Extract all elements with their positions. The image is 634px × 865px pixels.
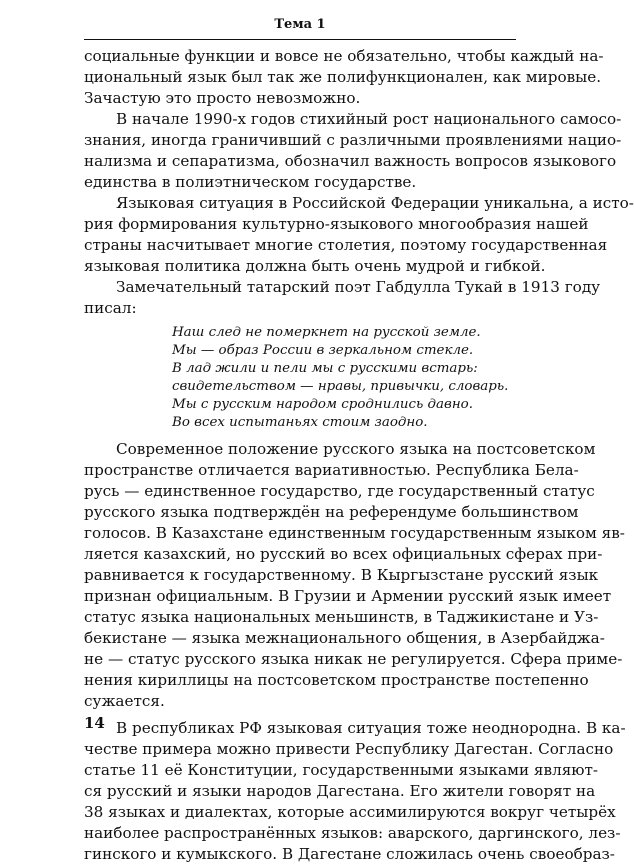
text-line: единства в полиэтническом государстве. [84,173,417,191]
text-line: социальные функции и вовсе не обязательно, чтобы каждый на- [84,47,604,65]
text-line: бекистане — языка межнационального общения, в Азербайджа- [84,629,605,647]
poem-quote [84,324,516,432]
paragraph-russian-federation [84,193,634,277]
text-line: русского языка подтверждён на референдуме большинством [84,503,579,521]
text-line: пространстве отличается вариативностью. Республика Бела- [84,461,579,479]
paragraph-continuation [84,46,604,109]
text-line: рия формирования культурно-языкового многообразия нашей [84,215,589,233]
poem-line: Мы — образ России в зеркальном стекле. [172,343,474,358]
text-line: страны насчитывает многие столетия, поэтому государственная [84,236,608,254]
text-line: наиболее распространённых языков: аварского, даргинского, лез- [84,824,621,842]
text-line: нения кириллицы на постсоветском пространстве постепенно [84,671,589,689]
text-line: русь — единственное государство, где государственный статус [84,482,595,500]
poem-line: Мы с русским народом сроднились давно. [172,397,473,412]
text-line: писал: [84,299,137,317]
text-line: равнивается к государственному. В Кыргызстане русский язык [84,566,599,584]
text-line: сужается. [84,692,165,710]
text-line: ляется казахский, но русский во всех официальных сферах при- [84,545,603,563]
text-line: Современное положение русского языка на постсоветском [116,440,596,458]
poem-line: свидетельством — нравы, привычки, словарь. [172,379,509,394]
paragraph-tukay-intro [84,277,601,319]
text-line: ся русский и языки народов Дагестана. Его жители говорят на [84,782,596,800]
header-rule [84,39,516,40]
poem-line: Во всех испытаньях стоим заодно. [172,415,428,430]
text-line: циональный язык был так же полифункционален, как мировые. [84,68,602,86]
text-line: Языковая ситуация в Российской Федерации уникальна, а исто- [116,194,634,212]
text-line: статье 11 её Конституции, государственными языками являют- [84,761,599,779]
text-line: Замечательный татарский поэт Габдулла Тукай в 1913 году [116,278,601,296]
page-number: 14 [84,714,105,732]
text-line: признан официальным. В Грузии и Армении русский язык имеет [84,587,612,605]
paragraph-dagestan [84,718,626,865]
page-body [84,46,634,865]
paragraph-national-identity [84,109,622,193]
text-line: гинского и кумыкского. В Дагестане сложилась очень своеобраз- [84,845,615,863]
paragraph-post-soviet [84,439,625,712]
running-title: Тема 1 [274,17,326,32]
text-line: статус языка национальных меньшинств, в Таджикистане и Уз- [84,608,599,626]
text-line: нализма и сепаратизма, обозначил важность вопросов языкового [84,152,617,170]
text-line: не — статус русского языка никак не регулируется. Сфера приме- [84,650,623,668]
text-line: В начале 1990-х годов стихийный рост национального самосо- [116,110,622,128]
text-line: честве примера можно привести Республику Дагестан. Согласно [84,740,614,758]
text-line: знания, иногда граничивший с различными проявлениями нацио- [84,131,622,149]
text-line: голосов. В Казахстане единственным государственным языком яв- [84,524,625,542]
text-line: Зачастую это просто невозможно. [84,89,361,107]
poem-line: Наш след не померкнет на русской земле. [172,325,481,340]
text-line: языковая политика должна быть очень мудрой и гибкой. [84,257,546,275]
text-line: В республиках РФ языковая ситуация тоже неоднородна. В ка- [116,719,626,737]
text-line: 38 языках и диалектах, которые ассимилируются вокруг четырёх [84,803,616,821]
poem-line: В лад жили и пели мы с русскими встарь: [172,361,478,376]
